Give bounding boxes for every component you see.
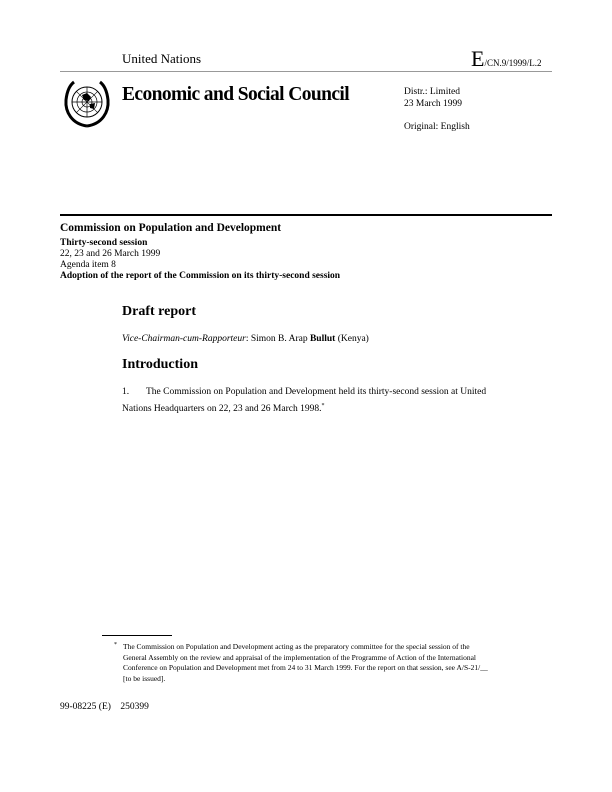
footnote bbox=[114, 642, 494, 684]
session-dates: 22, 23 and 26 March 1999 bbox=[60, 249, 161, 259]
section-divider bbox=[60, 214, 552, 216]
footnote-reference[interactable]: * bbox=[321, 403, 325, 409]
paragraph-text: The Commission on Population and Development held its thirty-second session at United Nations Headquarters on 22, 23 and 26 March 1998. bbox=[122, 387, 487, 415]
organization-name: United Nations bbox=[122, 51, 202, 66]
distribution-info bbox=[404, 86, 462, 110]
rapporteur-name: Simon B. Arap bbox=[250, 334, 308, 344]
section-heading: Introduction bbox=[122, 357, 198, 372]
session-name: Thirty-second session bbox=[60, 238, 148, 248]
council-title: Economic and Social Council bbox=[122, 84, 350, 105]
session-info bbox=[60, 238, 340, 282]
rapporteur-country: (Kenya) bbox=[337, 334, 369, 344]
rapporteur-role: Vice-Chairman-cum-Rapporteur bbox=[122, 334, 246, 344]
rapporteur-line: Vice-Chairman-cum-Rapporteur: Simon B. Arap Bullut (Kenya) bbox=[122, 334, 369, 344]
header-rule bbox=[60, 71, 552, 72]
distribution-label: Distr.: Limited bbox=[404, 87, 460, 97]
commission-name: Commission on Population and Development bbox=[60, 222, 282, 234]
job-number: 99-08225 (E) 250399 bbox=[60, 702, 149, 712]
footnote-separator bbox=[102, 635, 172, 636]
rapporteur-surname: Bullut bbox=[309, 334, 336, 344]
footnote-mark: * bbox=[114, 642, 117, 648]
document-symbol bbox=[471, 46, 541, 72]
paragraph bbox=[122, 385, 494, 416]
symbol-letter: E bbox=[471, 46, 485, 71]
document-date: 23 March 1999 bbox=[404, 99, 463, 109]
un-emblem-icon bbox=[60, 76, 114, 130]
agenda-item: Agenda item 8 bbox=[60, 260, 116, 270]
paragraph-number: 1. bbox=[122, 387, 130, 397]
symbol-number: /CN.9/1999/L.2 bbox=[484, 58, 542, 68]
agenda-title: Adoption of the report of the Commission on its thirty-second session bbox=[60, 271, 341, 281]
report-title: Draft report bbox=[122, 304, 196, 319]
footnote-text: The Commission on Population and Development acting as the preparatory committee for the special session of the General Assembly on the review and appraisal of the implementation of the Programme of Action of the International Conference on Population and Development met from 24 to 31 March 1999. For the report on that session, see A/S-21/__ [to be issued]. bbox=[123, 642, 488, 683]
original-language: Original: English bbox=[404, 122, 470, 132]
